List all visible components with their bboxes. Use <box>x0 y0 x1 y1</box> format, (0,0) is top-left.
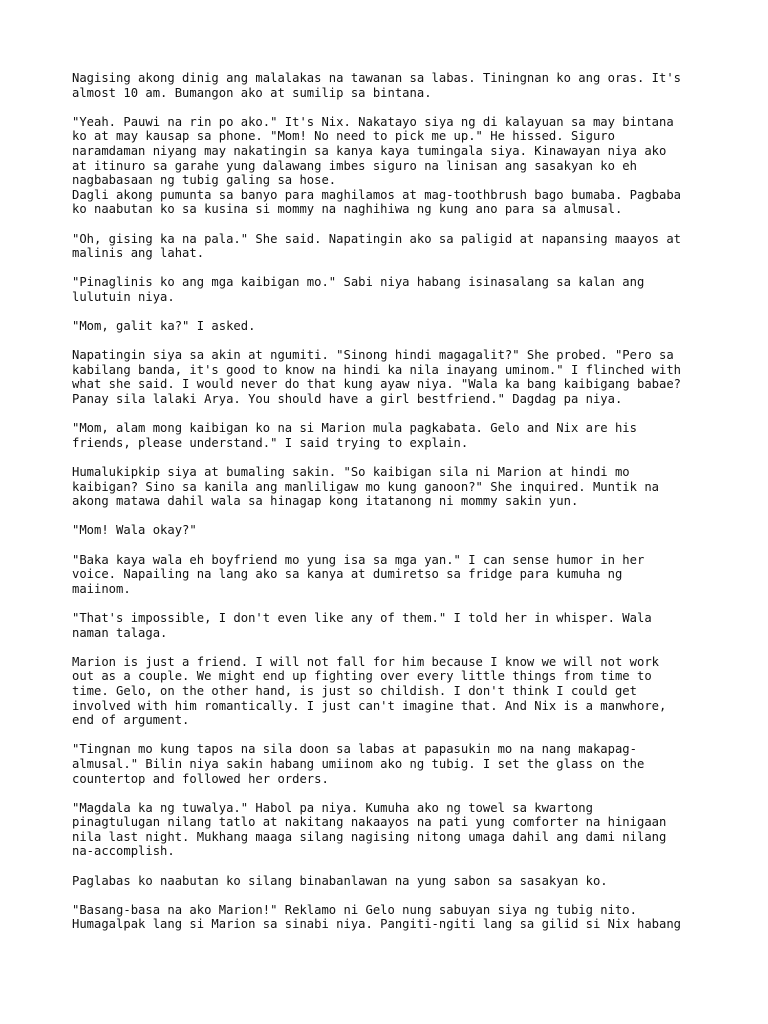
paragraph-17: "Basang-basa na ako Marion!" Reklamo ni Gelo nung sabuyan siya ng tubig nito. Humagalpak lang si Marion sa sinabi niya. Pangiti-ngiti lang sa gilid si Nix habang <box>72 902 682 932</box>
paragraph-7: Napatingin siya sa akin at ngumiti. "Sinong hindi magagalit?" She probed. "Pero sa kabilang banda, it's good to know na hindi ka nila inayang uminom." I flinched with what she said. I would never do that kung ayaw niya. "Wala ka bang kaibigang babae? Panay sila lalaki Arya. You should have a girl bestfriend." Dagdag pa niya. <box>72 348 682 407</box>
paragraph-1: Nagising akong dinig ang malalakas na tawanan sa labas. Tiningnan ko ang oras. It's almost 10 am. Bumangon ako at sumilip sa bintana. <box>72 71 682 100</box>
paragraph-5: "Pinaglinis ko ang mga kaibigan mo." Sabi niya habang isinasalang sa kalan ang lulutuin niya. <box>72 275 645 304</box>
paragraph-6: "Mom, galit ka?" I asked. <box>72 319 256 334</box>
paragraph-8: "Mom, alam mong kaibigan ko na si Marion mula pagkabata. Gelo and Nix are his friends, please understand." I said trying to explain. <box>72 421 637 450</box>
paragraph-16: Paglabas ko naabutan ko silang binabanlawan na yung sabon sa sasakyan ko. <box>72 873 608 888</box>
paragraph-3: Dagli akong pumunta sa banyo para maghilamos at mag-toothbrush bago bumaba. Pagbaba ko naabutan ko sa kusina si mommy na naghihiwa ng kung ano para sa almusal. <box>72 187 682 217</box>
paragraph-15: "Magdala ka ng tuwalya." Habol pa niya. Kumuha ako ng towel sa kwartong pinagtulugan nilang tatlo at nakitang nakaayos na pati yung comforter na hinigaan nila last night. Mukhang maaga silang nagising nitong umaga dahil ang dami nilang na-accomplish. <box>72 800 667 859</box>
paragraph-13: Marion is just a friend. I will not fall for him because I know we will not work out as a couple. We might end up fighting over every little things from time to time. Gelo, on the other hand, is just so childish. I don't think I could get involved with him romantically. I just can't imagine that. And Nix is a manwhore, end of argument. <box>72 654 667 728</box>
paragraph-14: "Tingnan mo kung tapos na sila doon sa labas at papasukin mo na nang makapag- almusal." Bilin niya sakin habang umiinom ako ng tubig. I set the glass on the countertop and followed her orders. <box>72 742 645 786</box>
paragraph-9: Humalukipkip siya at bumaling sakin. "So kaibigan sila ni Marion at hindi mo kaibigan? Sino sa kanila ang manliligaw mo kung ganoon?" She inquired. Muntik na akong matawa dahil wala sa hinagap kong itatanong ni mommy sakin yun. <box>72 465 659 509</box>
paragraph-2: "Yeah. Pauwi na rin po ako." It's Nix. Nakatayo siya ng di kalayuan sa may bintana ko at may kausap sa phone. "Mom! No need to pick me up." He hissed. Siguro naramdaman niyang may nakatingin sa kanya kaya tumingala siya. Kinawayan niya ako at itinuro sa garahe yung dalawang imbes siguro na linisan ang sasakyan ko eh nagbabasaan ng tubig galing sa hose. <box>72 114 674 188</box>
paragraph-10: "Mom! Wala okay?" <box>72 523 197 538</box>
paragraph-4: "Oh, gising ka na pala." She said. Napatingin ako sa paligid at napansing maayos at malinis ang lahat. <box>72 231 682 261</box>
paragraph-12: "That's impossible, I don't even like any of them." I told her in whisper. Wala naman talaga. <box>72 610 652 640</box>
document-page <box>72 71 712 947</box>
paragraph-11: "Baka kaya wala eh boyfriend mo yung isa sa mga yan." I can sense humor in her voice. Napailing na lang ako sa kanya at dumiretso sa fridge para kumuha ng maiinom. <box>72 552 645 596</box>
